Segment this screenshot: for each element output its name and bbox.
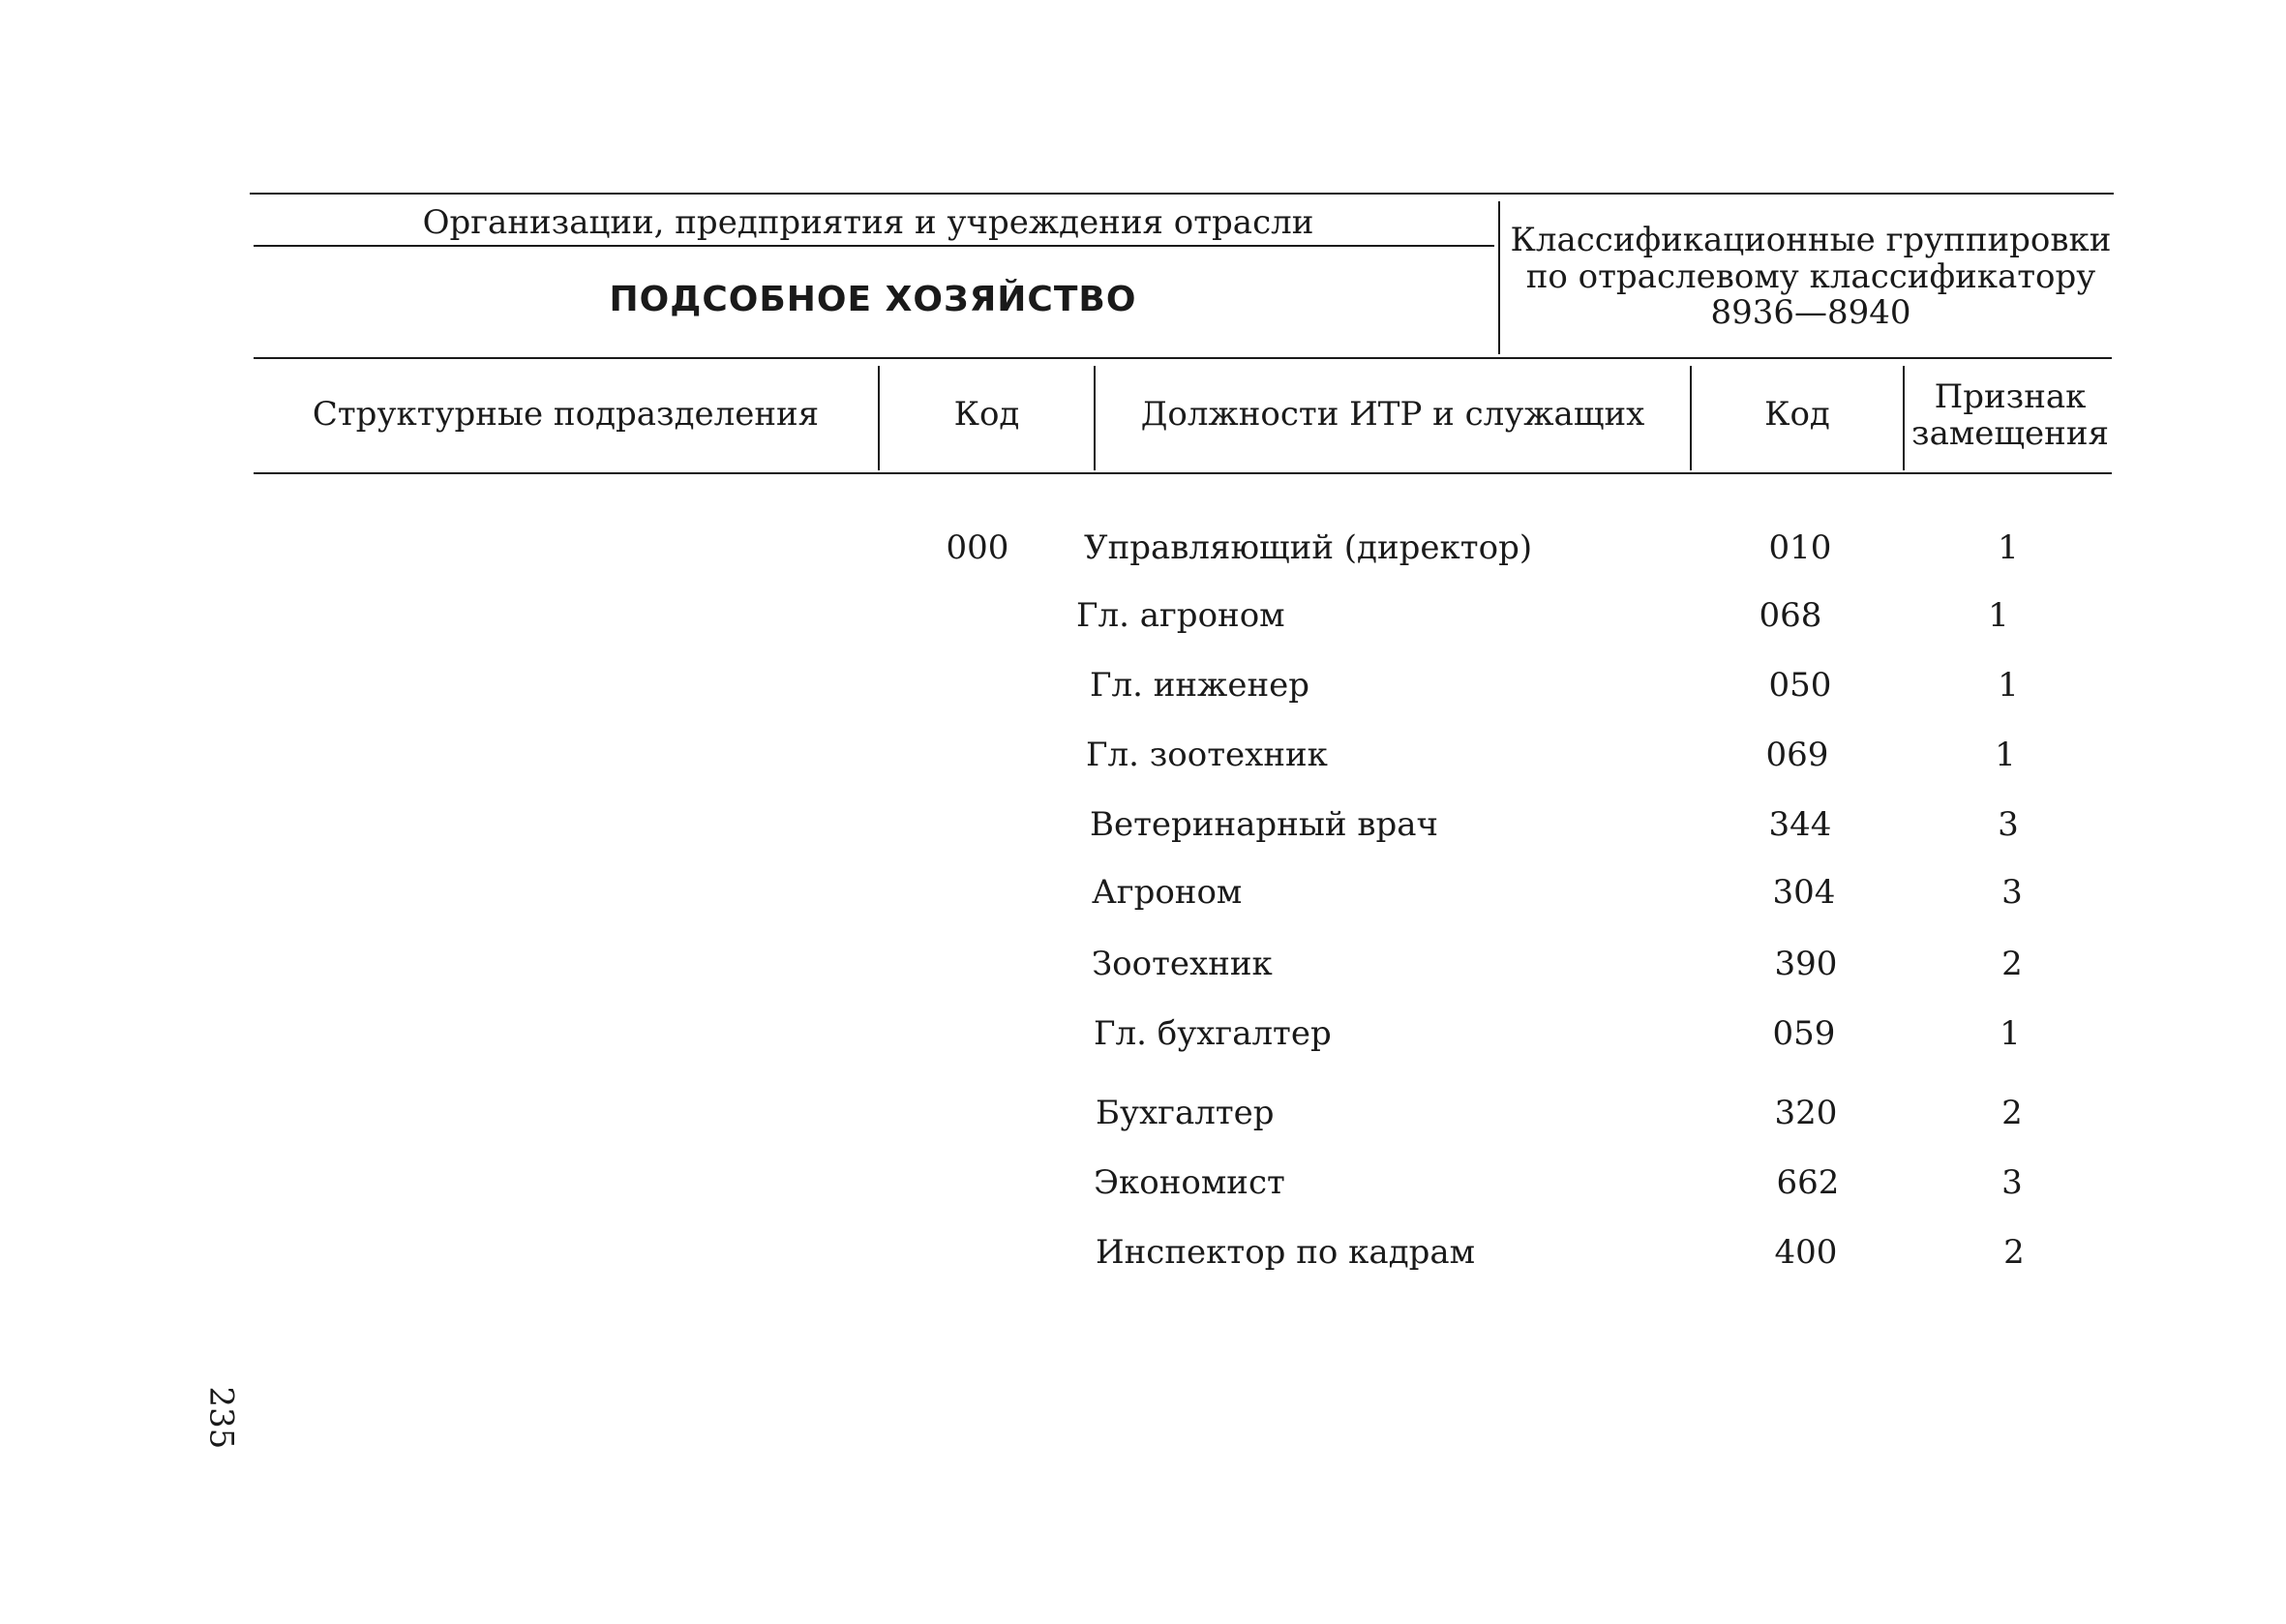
position-code: 400 [1774, 1233, 1838, 1272]
column-divisions: Структурные подразделения [312, 395, 820, 434]
replacement-sign: 2 [2001, 945, 2023, 983]
position-code: 320 [1774, 1094, 1838, 1132]
column-code: Код [953, 395, 1020, 434]
replacement-sign: 2 [2003, 1233, 2025, 1272]
position-name: Гл. зоотехник [1086, 736, 1328, 774]
position-code: 010 [1768, 528, 1832, 567]
columns-top-rule [254, 357, 2112, 359]
top-rule [250, 193, 2114, 195]
organizations-label: Организации, предприятия и учреждения отрасли [422, 203, 1314, 242]
position-name: Гл. инженер [1090, 666, 1309, 705]
replacement-sign: 3 [1998, 805, 2019, 844]
classifier-line-1: Классификационные группировки [1510, 221, 2112, 259]
position-name: Агроном [1092, 873, 1243, 912]
column-positions: Должности ИТР и служащих [1140, 395, 1645, 434]
position-name: Бухгалтер [1096, 1094, 1275, 1132]
replacement-sign: 3 [2001, 873, 2023, 912]
column-position-code: Код [1764, 395, 1830, 434]
columns-bottom-rule [254, 472, 2112, 474]
position-code: 059 [1772, 1014, 1836, 1053]
position-name: Экономист [1094, 1163, 1285, 1202]
replacement-sign: 1 [2000, 1014, 2021, 1053]
position-name: Инспектор по кадрам [1096, 1233, 1476, 1272]
replacement-sign: 1 [1995, 736, 2016, 774]
position-name: Управляющий (директор) [1084, 528, 1533, 567]
column-replacement-line-2: замещения [1911, 414, 2109, 453]
replacement-sign: 1 [1988, 596, 2009, 635]
position-code: 068 [1759, 596, 1822, 635]
position-code: 390 [1774, 945, 1838, 983]
classifier-line-2: по отраслевому классификатору [1525, 257, 2096, 296]
position-code: 662 [1776, 1163, 1840, 1202]
position-code: 344 [1768, 805, 1832, 844]
division-code: 000 [946, 528, 1009, 567]
column-replacement-line-1: Признак [1934, 377, 2087, 416]
position-name: Зоотехник [1092, 945, 1273, 983]
header-divider [1498, 201, 1500, 354]
branch-title: ПОДСОБНОЕ ХОЗЯЙСТВО [609, 280, 1137, 319]
position-name: Гл. агроном [1076, 596, 1285, 635]
page-number: 235 [201, 1386, 241, 1450]
position-code: 069 [1765, 736, 1829, 774]
replacement-sign: 1 [1998, 666, 2019, 705]
replacement-sign: 1 [1998, 528, 2019, 567]
organizations-underline [254, 245, 1494, 247]
classifier-range: 8936—8940 [1710, 293, 1911, 332]
position-name: Гл. бухгалтер [1094, 1014, 1332, 1053]
position-code: 050 [1768, 666, 1832, 705]
replacement-sign: 3 [2001, 1163, 2023, 1202]
position-code: 304 [1772, 873, 1836, 912]
position-name: Ветеринарный врач [1090, 805, 1439, 844]
replacement-sign: 2 [2001, 1094, 2023, 1132]
